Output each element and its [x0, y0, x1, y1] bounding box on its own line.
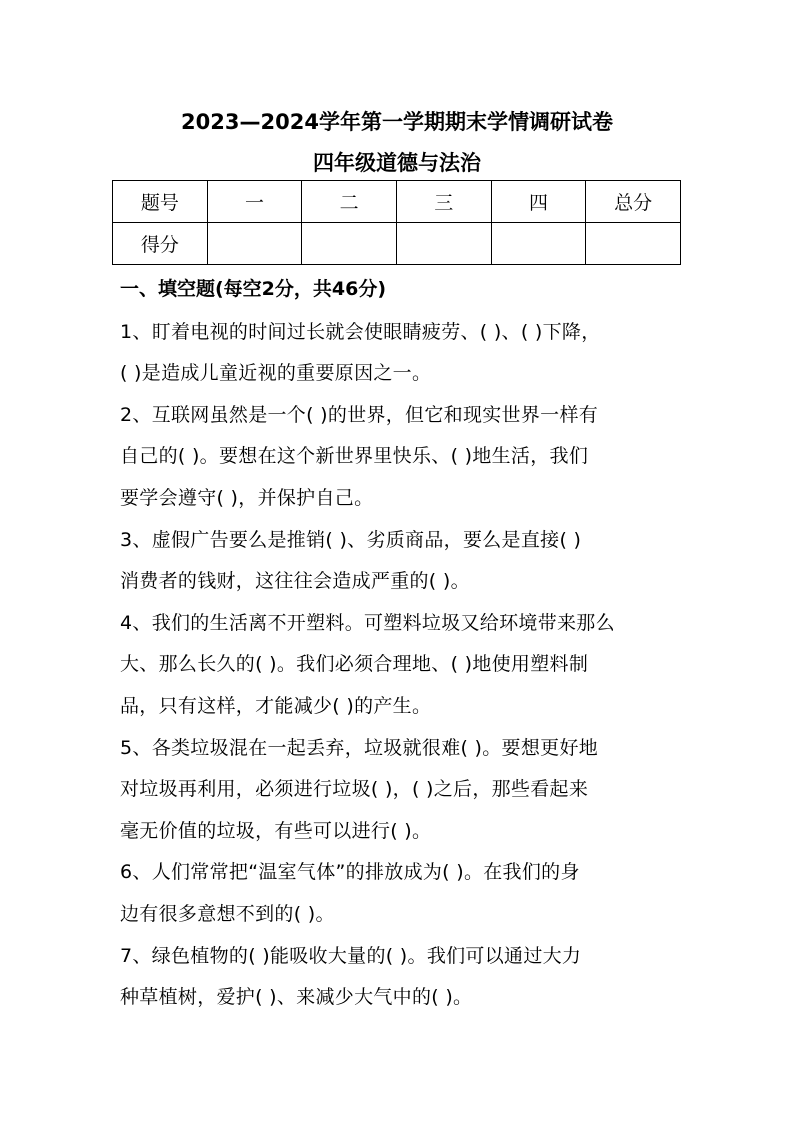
score-table-cell: 四 — [491, 181, 586, 223]
score-input-cell — [491, 223, 586, 265]
question-line: 5、各类垃圾混在一起丢弃，垃圾就很难( )。要想更好地 — [120, 737, 599, 759]
score-input-cell — [302, 223, 397, 265]
question-line: 要学会遵守( )，并保护自己。 — [120, 487, 374, 509]
question-line: 大、那么长久的( )。我们必须合理地、( )地使用塑料制 — [120, 653, 589, 675]
score-table-score-row — [113, 223, 681, 265]
question-line: 对垃圾再利用，必须进行垃圾( )，( )之后，那些看起来 — [120, 778, 589, 800]
score-table — [112, 180, 681, 265]
question-line: 6、人们常常把“温室气体”的排放成为( )。在我们的身 — [120, 861, 580, 883]
score-table-cell: 总分 — [586, 181, 681, 223]
question-line: 7、绿色植物的( )能吸收大量的( )。我们可以通过大力 — [120, 945, 582, 967]
score-input-cell — [396, 223, 491, 265]
score-input-cell — [207, 223, 302, 265]
question-line: 边有很多意想不到的( )。 — [120, 903, 335, 925]
question-line: 2、互联网虽然是一个( )的世界，但它和现实世界一样有 — [120, 404, 599, 426]
score-table-cell: 一 — [207, 181, 302, 223]
question-line: 毫无价值的垃圾，有些可以进行( )。 — [120, 820, 432, 842]
question-line: 消费者的钱财，这往往会造成严重的( )。 — [120, 570, 470, 592]
score-table-cell: 三 — [396, 181, 491, 223]
exam-title: 2023—2024学年第一学期期末学情调研试卷 — [181, 110, 613, 134]
question-line: 自己的( )。要想在这个新世界里快乐、( )地生活，我们 — [120, 445, 589, 467]
score-input-cell — [586, 223, 681, 265]
section-heading: 一、填空题(每空2分，共46分) — [120, 278, 387, 300]
question-line: 1、盯着电视的时间过长就会使眼睛疲劳、( )、( )下降， — [120, 321, 601, 343]
exam-subtitle: 四年级道德与法治 — [313, 151, 481, 175]
score-table-cell: 得分 — [113, 223, 208, 265]
question-line: 品，只有这样，才能减少( )的产生。 — [120, 695, 432, 717]
score-table-cell: 题号 — [113, 181, 208, 223]
question-line: 3、虚假广告要么是推销( )、劣质商品，要么是直接( ) — [120, 529, 582, 551]
question-line: 种草植树，爱护( )、来减少大气中的( )。 — [120, 986, 473, 1008]
question-line: ( )是造成儿童近视的重要原因之一。 — [120, 362, 432, 384]
question-line: 4、我们的生活离不开塑料。可塑料垃圾又给环境带来那么 — [120, 612, 615, 634]
score-table-cell: 二 — [302, 181, 397, 223]
score-table-header-row — [113, 181, 681, 223]
